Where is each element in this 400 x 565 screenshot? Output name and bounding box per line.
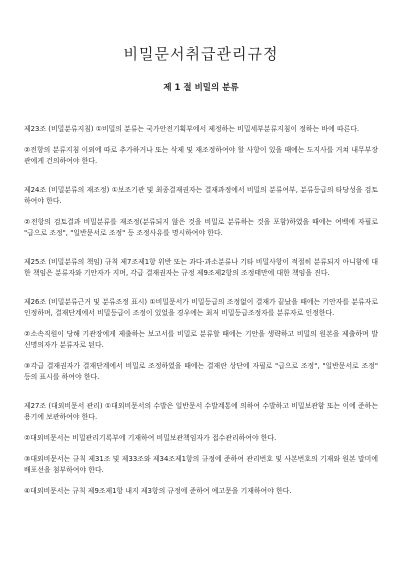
paragraph-article-27-4: ④대외비문서는 규칙 제9조제1항 내지 제3항의 규정에 준하여 예고문을 기재하여야 한다. (24, 487, 292, 495)
paragraph-article-27-3: ③대외비문서는 규칙 제31조 및 제33조와 제34조제1항의 규정에 준하여 관리번호 및 사본번호의 기재와 원본 말미에 배포선을 첨부하여야 한다. (24, 455, 378, 474)
paragraph-article-23-2: ②전항의 분류지침 이외에 따로 추가하거나 또는 삭제 및 재조정하여야 할 사항이 있을 때에는 도지사를 거쳐 내무부장관에게 건의하여야 한다. (24, 146, 378, 165)
paragraph-article-24-1: 제24조 (비밀분류의 재조정) ①보조기관 및 최종결재권자는 결재과정에서 비밀의 분류여부, 분류등급의 타당성을 검토하여야 한다. (24, 186, 378, 205)
document-title: 비밀문서취급관리규정 (123, 45, 279, 63)
paragraph-article-25: 제25조 (비밀분류의 책임) 규칙 제7조제1항 위반 또는 과다·과소분류나 기타 비밀사항이 적절히 분류되지 아니함에 대한 책임은 분류자와 기안자가 지며, 각급 결재권자는 규정 제9조제2항의 조정태만에 대한 책임을 진다. (24, 258, 378, 277)
paragraph-article-26-1: 제26조 (비밀분류근거 및 분류조정 표시) ①비밀문서가 비밀등급의 조정없이 결재가 끝났을 때에는 기안자를 분류자로 인정하며, 결재단계에서 비밀등급이 조정이 있었을 경우에는 최저 비밀등급조정자를 분류자로 인정한다. (24, 298, 378, 317)
paragraph-article-26-2: ②소속직원이 당해 기관장에게 제출하는 보고서를 비밀로 분류할 때에는 기안을 생략하고 비밀의 원본을 제출하며 발신명의자가 분류자로 된다. (24, 330, 378, 349)
paragraph-article-24-2: ②전항의 검토결과 비밀분류를 재조정(분류되지 않은 것을 비밀로 분류하는 것을 포함)하였을 때에는 여백에 자필로 "급으로 조정", "일반문서로 조정" 등 조정사유를 명시하여야 한다. (24, 218, 378, 237)
paragraph-article-26-3: ③각급 결재권자가 결재단계에서 비밀로 조정하였을 때에는 결재란 상단에 자필로 "급으로 조정", "일반문서로 조정" 등의 표시를 하여야 한다. (24, 362, 378, 381)
section-title: 제 1 절 비밀의 분류 (163, 83, 239, 93)
paragraph-article-27-1: 제27조 (대외비문서 관리) ①대외비문서의 수발은 일반문서 수발계통에 의하여 수발하고 비밀보관함 또는 이에 준하는 용기에 보관하여야 한다. (24, 402, 378, 421)
paragraph-article-23-1: 제23조 (비밀분류지침) ①비밀의 분류는 국가안전기획부에서 제정하는 비밀세부분류지침이 정하는 바에 따른다. (24, 125, 360, 133)
paragraph-article-27-2: ②대외비문서는 비밀관리기록부에 기재하여 비밀보관책임자가 접수관리하여야 한다. (24, 434, 277, 442)
